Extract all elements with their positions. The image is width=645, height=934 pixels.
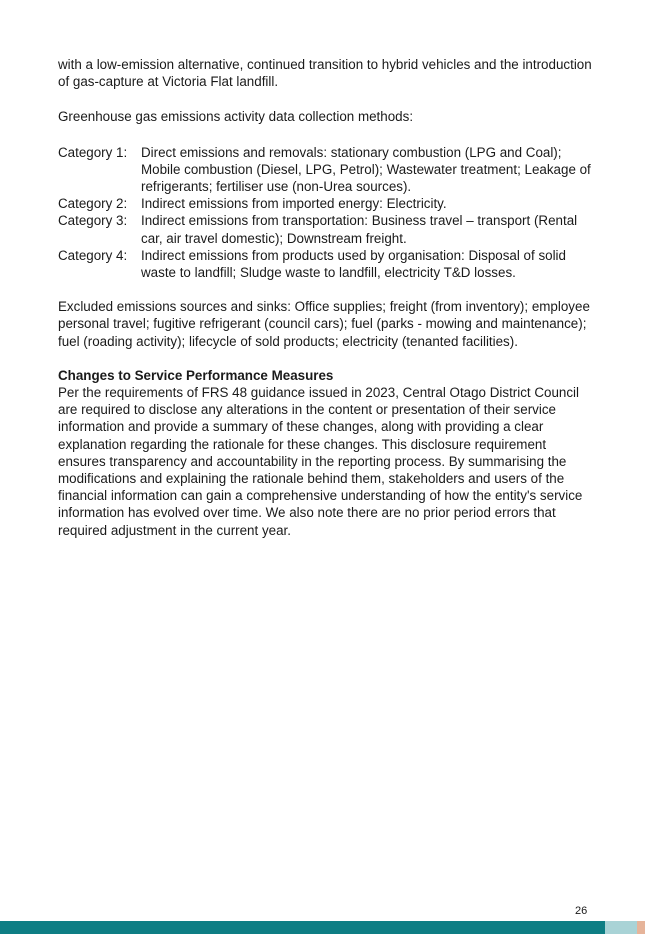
- intro-paragraph: with a low-emission alternative, continued transition to hybrid vehicles and the introduction of gas-capture at Victoria Flat landfill.: [58, 57, 592, 90]
- category-row: [58, 247, 592, 281]
- category-row: [58, 144, 592, 196]
- section-body: Per the requirements of FRS 48 guidance issued in 2023, Central Otago District Council are required to disclose any alterations in the content or presentation of their service information and provide a summary of these changes, along with providing a clear explanation regarding the rationale for these changes. This disclosure requirement ensures transparency and accountability in the reporting process. By summarising the modifications and explaining the rationale behind them, stakeholders and users of the financial information can gain a comprehensive understanding of how the entity's service information has evolved over time. We also note there are no prior period errors that required adjustment in the current year.: [58, 385, 583, 538]
- category-text: Direct emissions and removals: stationary combustion (LPG and Coal); Mobile combustion (Diesel, LPG, Petrol); Wastewater treatment; Leakage of refrigerants; fertiliser use (non-Urea sources).: [141, 144, 591, 195]
- category-list: [58, 144, 592, 282]
- footer-accent: [605, 921, 637, 934]
- methods-heading: Greenhouse gas emissions activity data collection methods:: [58, 109, 414, 125]
- category-label: Category 3:: [58, 213, 128, 229]
- footer-tip: [637, 921, 645, 934]
- category-row: [58, 195, 592, 212]
- page-content: [58, 56, 592, 539]
- category-label: Category 1:: [58, 144, 128, 160]
- category-text: Indirect emissions from imported energy: Electricity.: [141, 196, 447, 212]
- category-row: [58, 212, 592, 246]
- page-number: 26: [575, 905, 588, 917]
- category-text: Indirect emissions from transportation: Business travel – transport (Rental car, air travel domestic); Downstream freight.: [141, 213, 578, 246]
- category-label: Category 4:: [58, 247, 128, 263]
- section-heading: Changes to Service Performance Measures: [58, 367, 334, 383]
- category-text: Indirect emissions from products used by organisation: Disposal of solid waste to landfill; Sludge waste to landfill, electricity T&D losses.: [141, 247, 566, 281]
- footer-bar: [0, 921, 605, 934]
- category-label: Category 2:: [58, 196, 128, 212]
- excluded-emissions-paragraph: Excluded emissions sources and sinks: Office supplies; freight (from inventory); employee personal travel; fugitive refrigerant (council cars); fuel (parks - mowing and maintenance); fuel (roading activity); lifecycle of sold products; electricity (tenanted facilities).: [58, 299, 590, 349]
